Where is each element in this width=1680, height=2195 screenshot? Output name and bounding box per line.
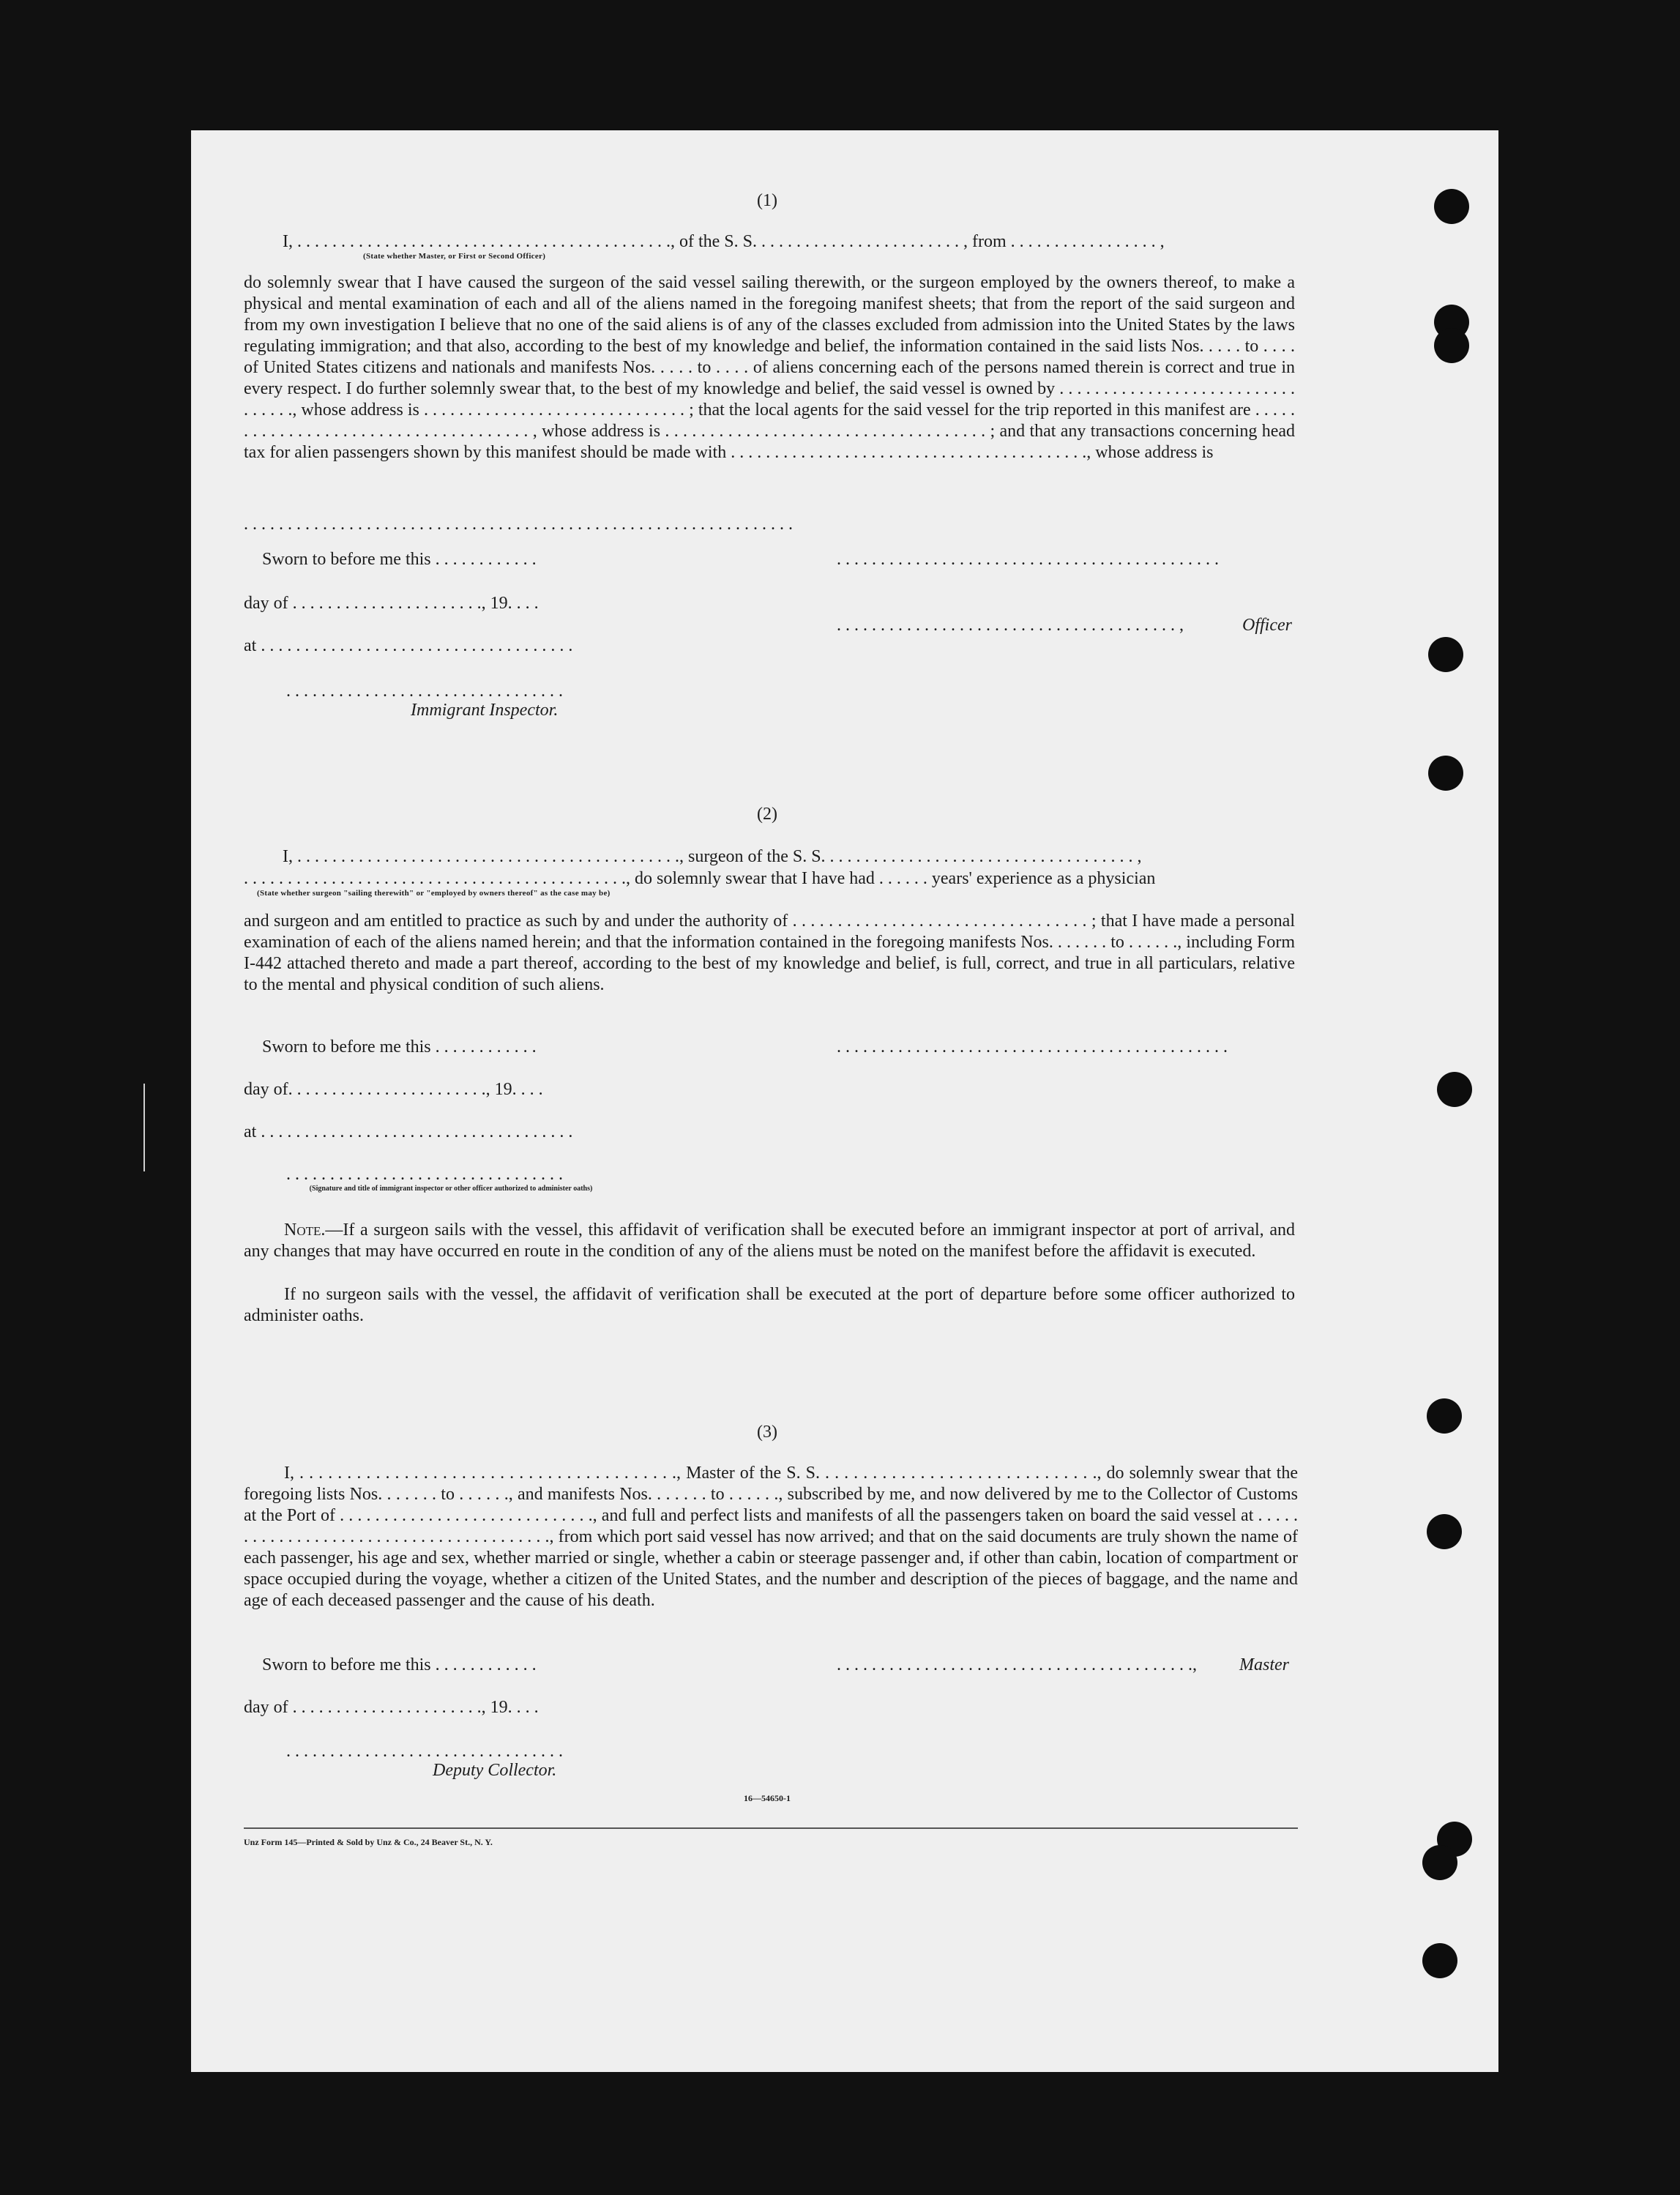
officer-signature-line: . . . . . . . . . . . . . . . . . . . . . . . . . . . . . . . . . . . . . . . ,	[837, 616, 1184, 634]
officer-caption: (State whether Master, or First or Second Officer)	[363, 252, 546, 261]
punch-hole	[1437, 1072, 1472, 1107]
master-signature-line: . . . . . . . . . . . . . . . . . . . . . . . . . . . . . . . . . . . . . . . . .,	[837, 1656, 1197, 1674]
footer-rule	[244, 1827, 1298, 1829]
note-paragraph-2: If no surgeon sails with the vessel, the affidavit of verification shall be executed at the port of departure before some officer authorized to administer oaths.	[244, 1285, 1295, 1325]
signature-line-2: . . . . . . . . . . . . . . . . . . . . . . . . . . . . . . . . . . . . . . . . . . . . .	[837, 1038, 1228, 1056]
at-line-2: at . . . . . . . . . . . . . . . . . . . . . . . . . . . . . . . . . . . .	[244, 1123, 573, 1141]
punch-hole	[1434, 189, 1469, 224]
day-of-3: day of . . . . . . . . . . . . . . . . . . . . . ., 19. . . .	[244, 1698, 539, 1717]
section-number-1: (1)	[757, 191, 777, 210]
surgeon-experience-line: . . . . . . . . . . . . . . . . . . . . . . . . . . . . . . . . . . . . . . . . . . . ., do solemnly swear that I have had . . . . . . years' experience as a physician	[244, 870, 1156, 887]
note-label: Note.	[284, 1221, 326, 1240]
inspector-signature-line-2: . . . . . . . . . . . . . . . . . . . . . . . . . . . . . . . .	[286, 1166, 563, 1183]
printer-imprint: Unz Form 145—Printed & Sold by Unz & Co., 24 Beaver St., N. Y.	[244, 1837, 493, 1847]
collector-signature-line: . . . . . . . . . . . . . . . . . . . . . . . . . . . . . . . .	[286, 1743, 563, 1760]
day-of-2: day of. . . . . . . . . . . . . . . . . . . . . . ., 19. . . .	[244, 1080, 543, 1099]
section3-oath-paragraph: I, . . . . . . . . . . . . . . . . . . . . . . . . . . . . . . . . . . . . . . . ., Master of the S. S. . . . . . . . . . . . . . . . . . . . . . . . . . . . . ., do solemnly swear that the foregoing lists Nos. . . . . . . to . . . . . ., and manifests Nos. . . . . . . to . . . . . ., subscribed by me, and now delivered by me to the Collector of Customs at the Port of . . . . . . . . . . . . . . . . . . . . . . . . . . . . ., and full and perfect lists and manifests of all the passengers taken on board the said vessel at . . . . . . . . . . . . . . . . . . . . . . . . . . . . . . . . . . . . . . . ., from which port said vessel has now arrived; and that on the said documents are truly shown the name of each passenger, his age and sex, whether married or single, whether a cabin or steerage passenger and, if other than cabin, location of compartment or space occupied during the voyage, whether a citizen of the United States, and the number and description of the pieces of baggage, and the name and age of each deceased passenger and the cause of his death.	[244, 1464, 1298, 1610]
surgeon-declaration-line: I, . . . . . . . . . . . . . . . . . . . . . . . . . . . . . . . . . . . . . . . . . . . ., surgeon of the S. S. . . . . . . . . . . . . . . . . . . . . . . . . . . . . . . . . . . . ,	[283, 848, 1142, 865]
day-of-1: day of . . . . . . . . . . . . . . . . . . . . . ., 19. . . .	[244, 594, 539, 613]
punch-hole	[1422, 1943, 1457, 1978]
officer-label: Officer	[1242, 616, 1292, 635]
deputy-collector-label: Deputy Collector.	[433, 1761, 557, 1780]
note-text: —If a surgeon sails with the vessel, this affidavit of verification shall be executed before an immigrant inspector at port of arrival, and any changes that may have occurred en route in the condition of any of the aliens must be noted on the manifest before the affidavit is executed.	[244, 1221, 1295, 1261]
document-page	[191, 130, 1498, 2072]
film-scratch	[143, 1084, 145, 1171]
immigrant-inspector-label: Immigrant Inspector.	[411, 701, 559, 720]
punch-hole	[1422, 1845, 1457, 1880]
signature-line-1: . . . . . . . . . . . . . . . . . . . . . . . . . . . . . . . . . . . . . . . . . . . .	[837, 551, 1219, 568]
master-declaration-line: I, . . . . . . . . . . . . . . . . . . . . . . . . . . . . . . . . . . . . . . . . . . ., of the S. S. . . . . . . . . . . . . . . . . . . . . . . . , from . . . . . . . . . . . . . . . . . ,	[283, 233, 1165, 250]
sworn-before-2: Sworn to before me this . . . . . . . . . . . .	[262, 1037, 537, 1056]
sworn-before-1: Sworn to before me this . . . . . . . . . . . .	[262, 550, 537, 569]
surgeon-caption: (State whether surgeon "sailing therewith" or "employed by owners thereof" as the case may be)	[257, 889, 611, 898]
master-label: Master	[1239, 1655, 1289, 1674]
punch-hole	[1428, 637, 1463, 672]
agent-address-dots: . . . . . . . . . . . . . . . . . . . . . . . . . . . . . . . . . . . . . . . . . . . . . . . . . . . . . . . . . . . . . . .	[244, 515, 793, 533]
section-number-2: (2)	[757, 805, 777, 824]
note-paragraph	[244, 1220, 1295, 1262]
sworn-before-3: Sworn to before me this . . . . . . . . . . . .	[262, 1655, 537, 1674]
section-number-3: (3)	[757, 1423, 777, 1442]
punch-hole	[1427, 1514, 1462, 1549]
section2-oath-paragraph: and surgeon and am entitled to practice as such by and under the authority of . . . . . . . . . . . . . . . . . . . . . . . . . . . . . . . . . ; that I have made a personal examination of each of the aliens named herein; and that the information contained in the foregoing manifests Nos. . . . . . . to . . . . . ., including Form I-442 attached thereto and made a part thereof, according to the best of my knowledge and belief, is full, correct, and true in all particulars, relative to the mental and physical condition of such aliens.	[244, 912, 1295, 994]
punch-hole	[1427, 1398, 1462, 1434]
punch-hole	[1428, 756, 1463, 791]
section1-oath-paragraph: do solemnly swear that I have caused the surgeon of the said vessel sailing therewith, or the surgeon employed by the owners thereof, to make a physical and mental examination of each and all of the aliens named in the foregoing manifest sheets; that from the report of the said surgeon and from my own investigation I believe that no one of the said aliens is of any of the classes excluded from admission into the United States by the laws regulating immigration; and that also, according to the best of my knowledge and belief, the information contained in the said lists Nos. . . . . to . . . . of United States citizens and nationals and manifests Nos. . . . . to . . . . of aliens concerning each of the persons named therein is correct and true in every respect. I do further solemnly swear that, to the best of my knowledge and belief, the said vessel is owned by . . . . . . . . . . . . . . . . . . . . . . . . . . . . . . . . ., whose address is . . . . . . . . . . . . . . . . . . . . . . . . . . . . . . ; that the local agents for the said vessel for the trip reported in this manifest are . . . . . . . . . . . . . . . . . . . . . . . . . . . . . . . . . . . . . , whose address is . . . . . . . . . . . . . . . . . . . . . . . . . . . . . . . . . . . . ; and that any transactions concerning head tax for alien passengers shown by this manifest should be made with . . . . . . . . . . . . . . . . . . . . . . . . . . . . . . . . . . . . . . . . ., whose address is	[244, 273, 1295, 462]
form-code: 16—54650-1	[744, 1793, 791, 1803]
at-line-1: at . . . . . . . . . . . . . . . . . . . . . . . . . . . . . . . . . . . .	[244, 637, 573, 655]
inspector-signature-line-1: . . . . . . . . . . . . . . . . . . . . . . . . . . . . . . . .	[286, 682, 563, 700]
inspector-caption: (Signature and title of immigrant inspector or other officer authorized to administer oaths)	[309, 1185, 593, 1193]
punch-hole	[1434, 328, 1469, 363]
